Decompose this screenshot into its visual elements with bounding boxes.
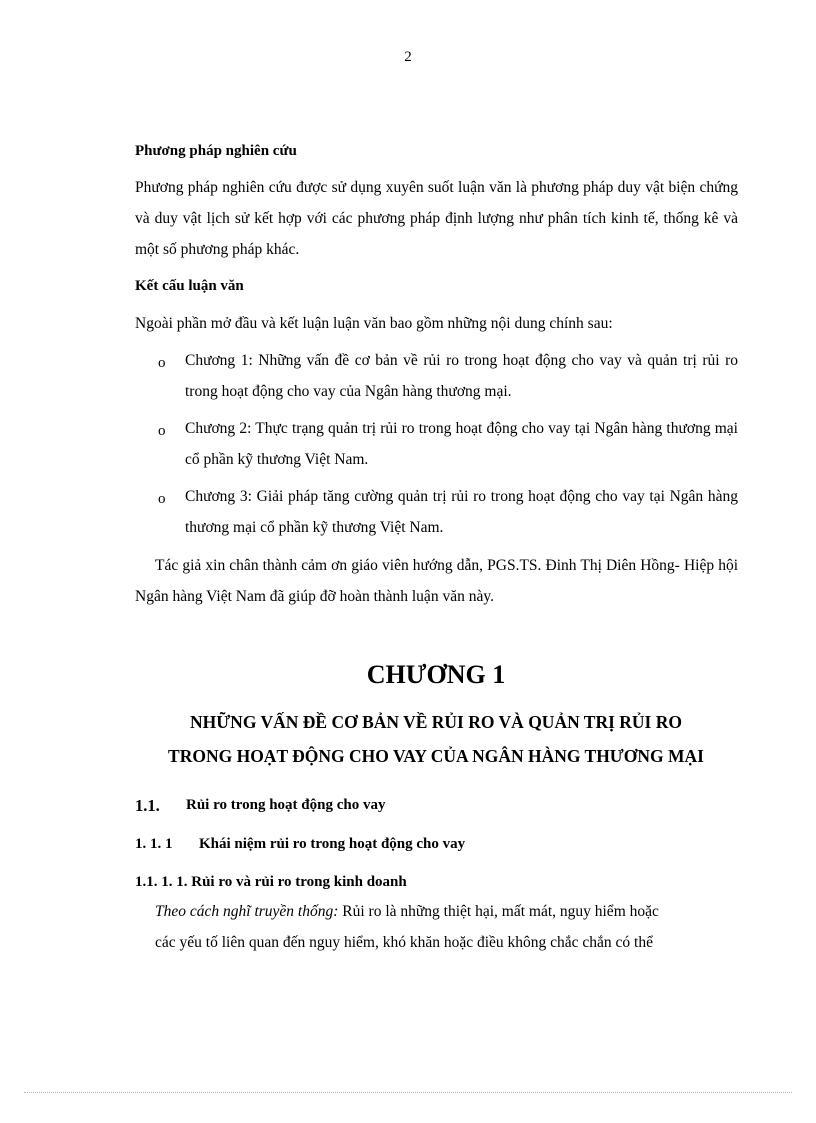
section-1-1-1-1-heading: 1.1. 1. 1. Rủi ro và rủi ro trong kinh doanh [135, 874, 407, 890]
bullet-icon: o [158, 491, 166, 507]
research-method-heading: Phương pháp nghiên cứu [135, 143, 297, 159]
section-1-1-1-number: 1. 1. 1 [135, 836, 173, 852]
bullet-icon: o [158, 355, 166, 371]
bullet-icon: o [158, 423, 166, 439]
acknowledgement-paragraph: Tác giả xin chân thành cảm ơn giáo viên hướng dẫn, PGS.TS. Đinh Thị Diên Hồng- Hiệp hội Ngân hàng Việt Nam đã giúp đỡ hoàn thành luận văn này. [135, 557, 738, 605]
italic-lead: Theo cách nghĩ truyền thống: [155, 903, 339, 920]
section-1-1-1-title: Khái niệm rủi ro trong hoạt động cho vay [199, 836, 466, 852]
chapter-summary-item: Chương 1: Những vấn đề cơ bản về rủi ro trong hoạt động cho vay và quản trị rủi ro trong hoạt động cho vay của Ngân hàng thương mại. [185, 352, 738, 400]
chapter-summary-item: Chương 2: Thực trạng quản trị rủi ro trong hoạt động cho vay tại Ngân hàng thương mại cổ phần kỹ thương Việt Nam. [185, 420, 738, 468]
thesis-structure-intro: Ngoài phần mở đầu và kết luận luận văn bao gồm những nội dung chính sau: [135, 315, 613, 332]
research-method-paragraph: Phương pháp nghiên cứu được sử dụng xuyên suốt luận văn là phương pháp duy vật biện chứng và duy vật lịch sử kết hợp với các phương pháp định lượng như phân tích kinh tế, thống kê và một số phương pháp khác. [135, 179, 738, 258]
footer-rule [24, 1092, 792, 1093]
body-line-1-rest: Rủi ro là những thiệt hại, mất mát, nguy hiểm hoặc [338, 903, 659, 920]
page-number: 2 [404, 49, 412, 65]
chapter-subtitle-line-2: TRONG HOẠT ĐỘNG CHO VAY CỦA NGÂN HÀNG THƯƠNG MẠI [168, 746, 704, 766]
chapter-title: CHƯƠNG 1 [366, 660, 506, 689]
section-1-1-number: 1.1. [135, 796, 160, 815]
thesis-structure-heading: Kết cấu luận văn [135, 278, 244, 294]
section-1-1-title: Rủi ro trong hoạt động cho vay [186, 797, 386, 813]
body-line-1 [155, 903, 659, 921]
body-line-2: các yếu tố liên quan đến nguy hiểm, khó khăn hoặc điều không chắc chắn có thể [155, 934, 653, 951]
chapter-subtitle-line-1: NHỮNG VẤN ĐỀ CƠ BẢN VỀ RỦI RO VÀ QUẢN TRỊ RỦI RO [190, 712, 682, 732]
chapter-summary-item: Chương 3: Giải pháp tăng cường quản trị rủi ro trong hoạt động cho vay tại Ngân hàng thương mại cổ phần kỹ thương Việt Nam. [185, 488, 738, 536]
